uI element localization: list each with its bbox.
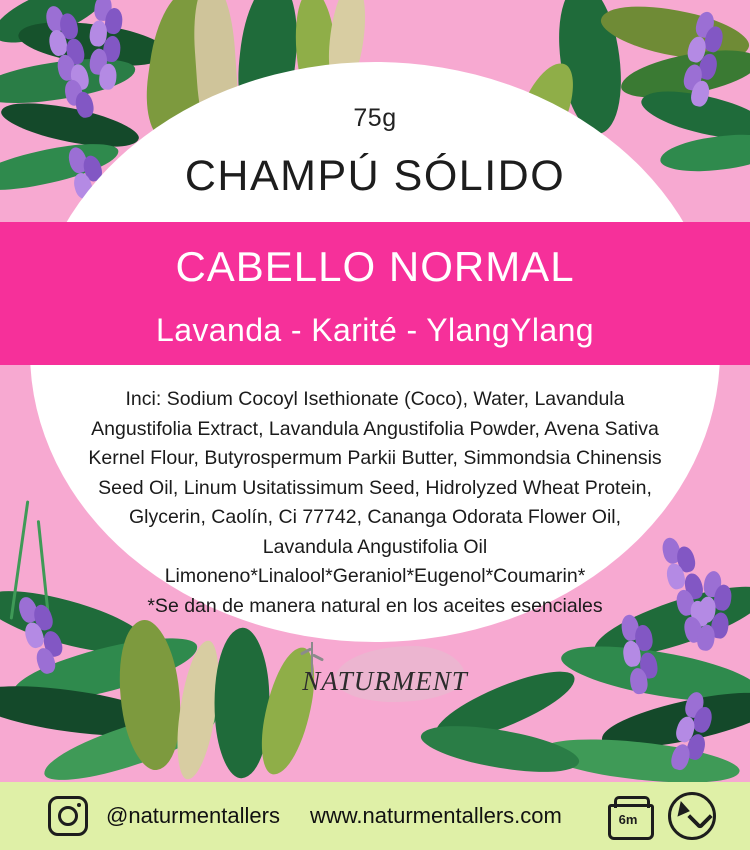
ingredients-line: Angustifolia Extract, Lavandula Angustifolia Powder, Avena Sativa <box>91 417 659 440</box>
instagram-icon[interactable] <box>48 796 88 836</box>
footer-bar <box>0 782 750 850</box>
allergens-line: Limoneno*Linalool*Geraniol*Eugenol*Coumarin* <box>164 565 586 587</box>
instagram-handle[interactable]: @naturmentallers <box>106 803 280 828</box>
scent-subtitle: Lavanda - Karité - YlangYlang <box>156 312 594 348</box>
ingredients-line: Lavandula Angustifolia Oil <box>262 535 488 558</box>
pao-months: 6m <box>618 812 638 827</box>
hair-type-title: CABELLO NORMAL <box>175 243 575 290</box>
ingredients-line: Seed Oil, Linum Usitatissimum Seed, Hidrolyzed Wheat Protein, <box>98 476 652 499</box>
ingredients-line: Glycerin, Caolín, Ci 77742, Cananga Odorata Flower Oil, <box>128 506 622 528</box>
green-dot-recycling-icon <box>668 792 716 840</box>
net-weight: 75g <box>353 104 397 132</box>
ingredients-list <box>62 385 688 621</box>
ingredients-line: Kernel Flour, Butyrospermum Parkii Butter, Simmondsia Chinensis <box>88 447 662 469</box>
ingredients-line: Inci: Sodium Cocoyl Isethionate (Coco), Water, Lavandula <box>125 388 625 410</box>
website-url[interactable]: www.naturmentallers.com <box>309 803 562 828</box>
allergens-note: *Se dan de manera natural en los aceites esenciales <box>147 594 603 617</box>
period-after-opening-icon <box>606 796 650 836</box>
brand-logo <box>275 640 495 720</box>
footer-icon-group <box>606 792 716 840</box>
product-title: CHAMPÚ SÓLIDO <box>184 152 566 200</box>
brand-name: NATURMENT <box>302 666 468 696</box>
